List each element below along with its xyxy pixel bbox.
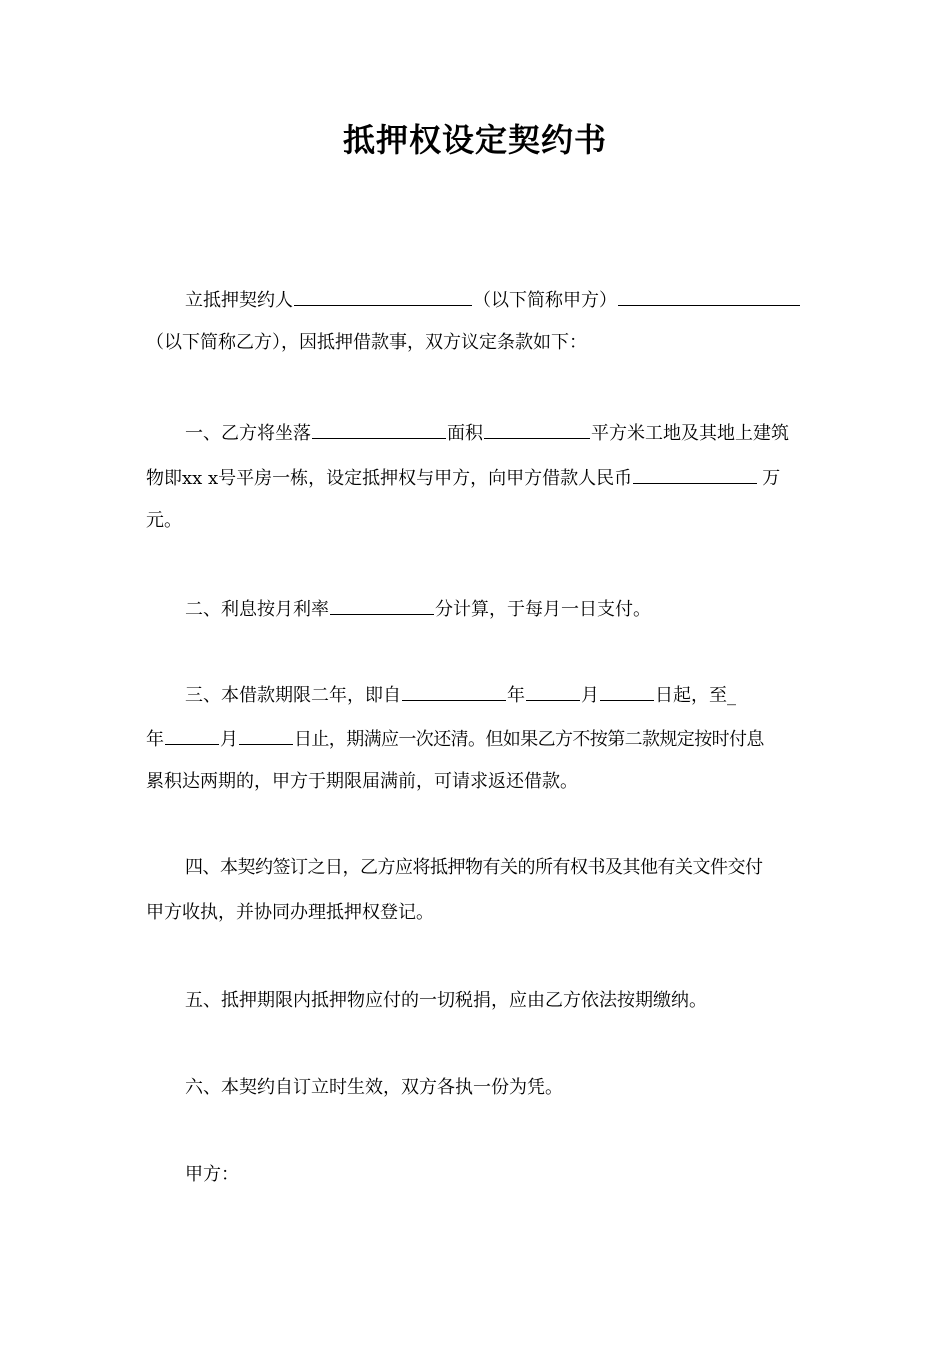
clause3-line-2 (146, 724, 764, 753)
clause3-text-6: 月 (220, 729, 238, 750)
clause3-text-4: 日起，至_ (655, 685, 736, 706)
clause3-text-5: 年 (146, 729, 164, 750)
area-blank (484, 418, 590, 439)
clause1-line-3: 元。 (146, 510, 182, 531)
clause1-text-5: 万 (762, 468, 781, 489)
start-year-blank (402, 680, 506, 701)
clause3-text-1: 三、本借款期限二年，即自 (185, 685, 401, 706)
intro-line-2: （以下简称乙方），因抵押借款事，双方议定条款如下： (146, 332, 587, 353)
party-a-signature-label: 甲方： (185, 1164, 239, 1185)
clause3-text-2: 年 (507, 685, 525, 706)
clause2-text-2: 分计算，于每月一日支付。 (435, 599, 651, 620)
intro-line-1 (185, 285, 801, 314)
clause3-text-7: 日止，期满应一次还清。但如果乙方不按第二款规定按时付息 (294, 729, 764, 750)
intro-text-2: （以下简称甲方） (473, 290, 617, 311)
clause4-line-2: 甲方收执，并协同办理抵押权登记。 (146, 902, 434, 923)
clause1-line-1 (185, 418, 789, 447)
clause5-line: 五、抵押期限内抵押物应付的一切税捐，应由乙方依法按期缴纳。 (185, 990, 707, 1011)
clause1-text-2: 面积 (447, 423, 483, 444)
document-title: 抵押权设定契约书 (342, 121, 607, 159)
start-day-blank (600, 680, 654, 701)
location-blank (312, 418, 446, 439)
clause2-line-1 (185, 594, 651, 623)
clause1-text-3: 平方米工地及其地上建筑 (591, 423, 789, 444)
clause1-text-1: 一、乙方将坐落 (185, 423, 311, 444)
clause3-line-3: 累积达两期的，甲方于期限届满前，可请求返还借款。 (146, 771, 578, 792)
clause1-text-4: 物即xx x号平房一栋，设定抵押权与甲方，向甲方借款人民币 (146, 468, 633, 489)
clause2-text-1: 二、利息按月利率 (185, 599, 329, 620)
party-b-blank (618, 285, 800, 306)
clause6-line: 六、本契约自订立时生效，双方各执一份为凭。 (185, 1077, 563, 1098)
interest-rate-blank (330, 594, 434, 615)
loan-amount-blank (633, 463, 757, 484)
intro-text-1: 立抵押契约人 (185, 290, 293, 311)
clause3-line-1 (185, 680, 736, 709)
clause3-text-3: 月 (581, 685, 599, 706)
end-month-blank (165, 724, 219, 745)
clause4-line-1: 四、本契约签订之日，乙方应将抵押物有关的所有权书及其他有关文件交付 (185, 857, 763, 878)
end-day-blank (239, 724, 293, 745)
clause1-line-2 (146, 463, 780, 492)
start-month-blank (526, 680, 580, 701)
party-a-blank (294, 285, 472, 306)
